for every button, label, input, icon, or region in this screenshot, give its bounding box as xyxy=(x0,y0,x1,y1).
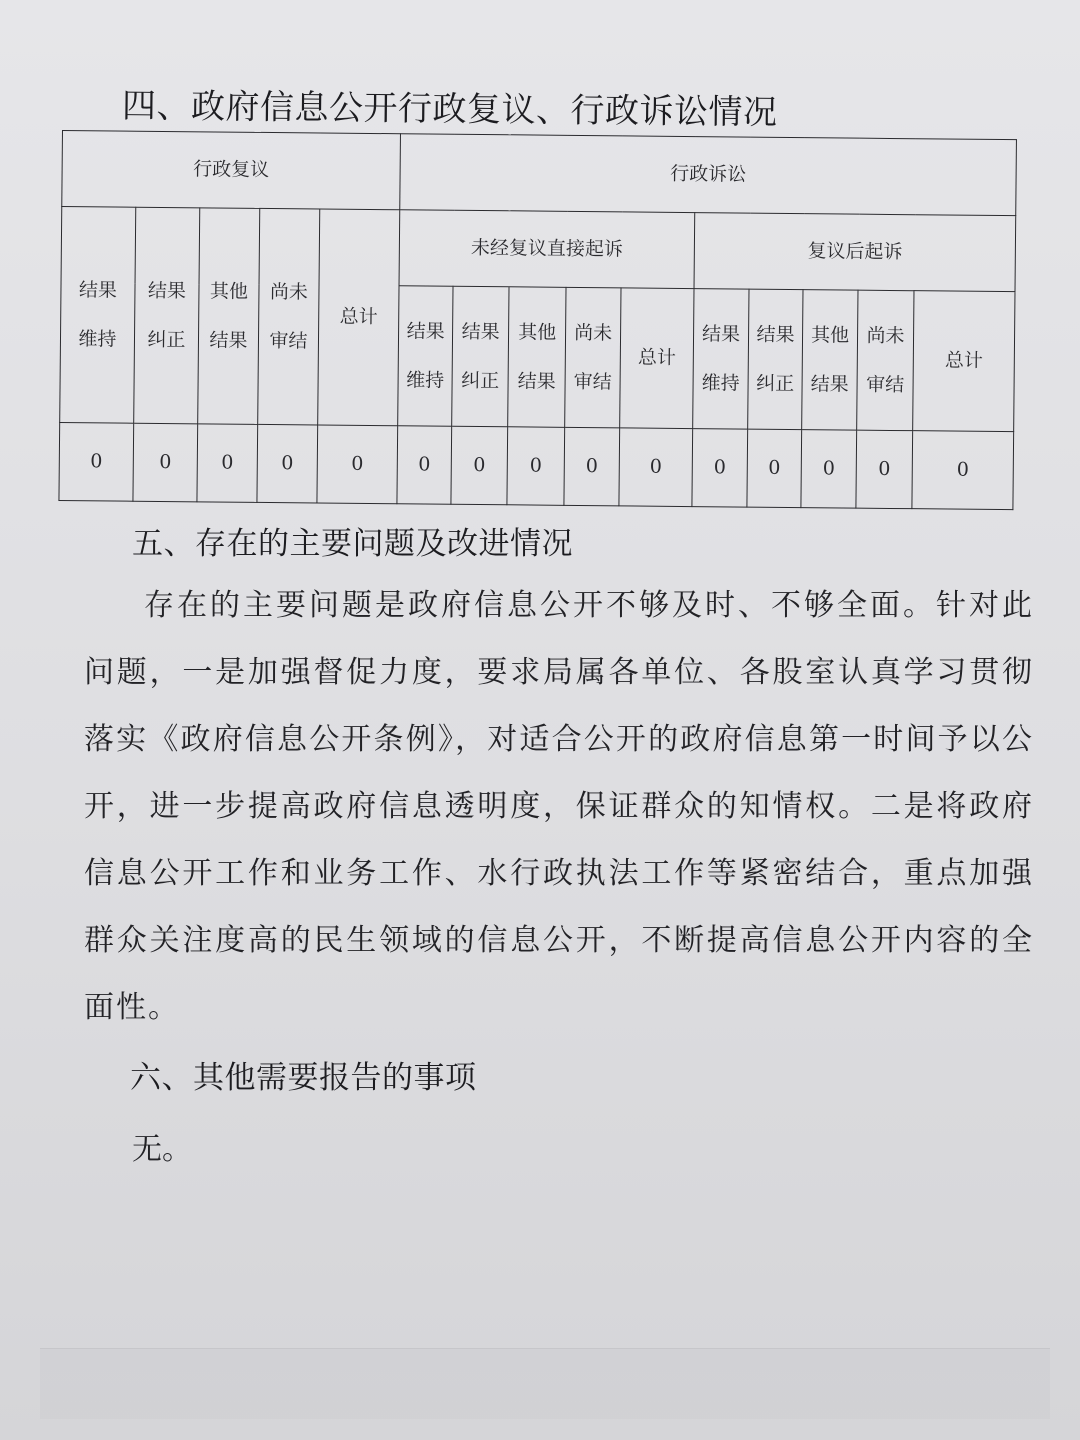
header-recon-corrected: 结果 纠正 xyxy=(134,207,200,424)
header-direct-other: 其他 结果 xyxy=(508,287,566,428)
value-direct-total: 0 xyxy=(619,428,693,507)
value-after-total: 0 xyxy=(912,431,1014,510)
value-direct-maintain: 0 xyxy=(397,426,452,505)
table-header-row-1 xyxy=(62,131,1017,216)
header-recon-pending: 尚未 审结 xyxy=(258,208,320,425)
section-five-paragraph: 存在的主要问题是政府信息公开不够及时、不够全面。针对此问题，一是加强督促力度，要求局属各单位、各股室认真学习贯彻落实《政府信息公开条例》，对适合公开的政府信息第一时间予以公开，进一步提高政府信息透明度，保证群众的知情权。二是将政府信息公开工作和业务工作、水行政执法工作等紧密结合，重点加强群众关注度高的民生领域的信息公开，不断提高信息公开内容的全面性。 xyxy=(84,588,1034,1025)
value-direct-other: 0 xyxy=(507,427,565,506)
header-litigation: 行政诉讼 xyxy=(400,134,1017,216)
table-header-row-2 xyxy=(61,207,1016,292)
litigation-table-container xyxy=(58,130,1016,509)
table-row xyxy=(59,422,1014,509)
section-six-paragraph: 无。 xyxy=(132,1132,192,1167)
value-after-pending: 0 xyxy=(856,430,913,509)
header-direct-pending: 尚未 审结 xyxy=(565,287,621,428)
value-direct-corrected: 0 xyxy=(451,426,508,505)
value-recon-maintain: 0 xyxy=(59,422,134,501)
header-after-total: 总计 xyxy=(913,291,1015,432)
header-direct-suit: 未经复议直接起诉 xyxy=(399,210,695,289)
value-after-other: 0 xyxy=(801,430,857,509)
header-recon-other: 其他 结果 xyxy=(198,208,260,425)
value-recon-pending: 0 xyxy=(257,424,318,503)
header-after-other: 其他 结果 xyxy=(802,290,858,431)
value-after-maintain: 0 xyxy=(692,429,748,508)
header-direct-maintain: 结果 维持 xyxy=(398,286,453,427)
section-six-heading: 六、其他需要报告的事项 xyxy=(130,1060,477,1096)
value-recon-total: 0 xyxy=(317,425,398,504)
section-five-heading: 五、存在的主要问题及改进情况 xyxy=(132,526,573,562)
section-four-heading: 四、政府信息公开行政复议、行政诉讼情况 xyxy=(121,86,778,133)
header-after-reconsideration: 复议后起诉 xyxy=(694,213,1016,292)
value-recon-corrected: 0 xyxy=(133,423,198,502)
header-after-pending: 尚未 审结 xyxy=(857,290,914,431)
value-after-corrected: 0 xyxy=(747,429,802,508)
bleed-through-strip xyxy=(40,1348,1050,1419)
header-after-maintain: 结果 维持 xyxy=(693,289,749,430)
value-recon-other: 0 xyxy=(197,424,258,503)
header-reconsideration: 行政复议 xyxy=(62,131,401,210)
header-recon-total: 总计 xyxy=(318,209,400,426)
value-direct-pending: 0 xyxy=(564,427,620,506)
reconsideration-litigation-table xyxy=(58,130,1017,510)
header-recon-maintain: 结果 维持 xyxy=(60,207,136,424)
header-direct-corrected: 结果 纠正 xyxy=(452,286,509,427)
header-after-corrected: 结果 纠正 xyxy=(748,289,803,430)
header-direct-total: 总计 xyxy=(620,288,694,429)
